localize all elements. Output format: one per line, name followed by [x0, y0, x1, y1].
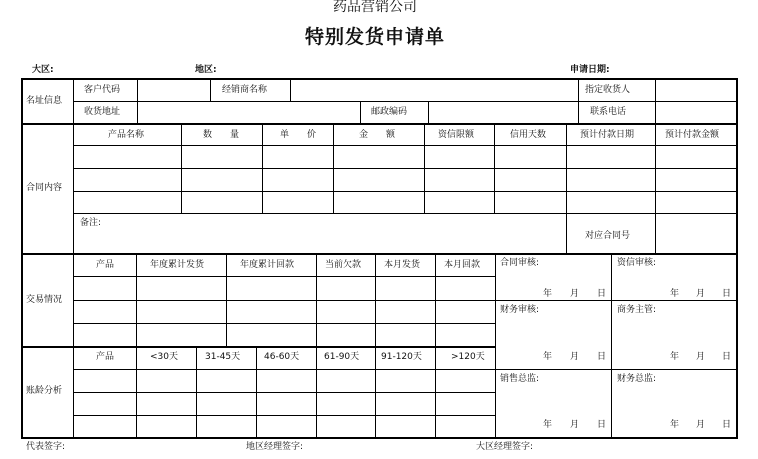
address-col-7 [655, 78, 656, 124]
business-supervisor-label: 商务主管: [617, 305, 657, 315]
contract-col-credit-limit: 资信限额 [438, 130, 475, 140]
contract-col-credit-days: 信用天数 [510, 130, 547, 140]
address-col-5 [428, 101, 429, 124]
sep-trade [21, 346, 495, 348]
aging-col-gt120: >120天 [451, 352, 485, 362]
company-name: 药品营销公司 [333, 0, 417, 15]
contract-row-2-line [73, 191, 737, 192]
contract-col-pay-date: 预计付款日期 [580, 130, 635, 140]
credit-review-label: 资信审核: [617, 258, 657, 268]
contract-col-quantity: 数 量 [203, 130, 240, 140]
date-day: 日 [722, 352, 732, 362]
date-day: 日 [722, 289, 732, 299]
form-title: 特别发货申请单 [305, 26, 446, 48]
contract-review-label: 合同审核: [500, 258, 540, 268]
aging-col-1 [136, 347, 137, 438]
date-month: 月 [696, 289, 706, 299]
sep-address [21, 123, 738, 125]
area-manager-sign-label: 地区经理签字: [246, 442, 304, 452]
address-row-line [73, 101, 737, 102]
contract-header-line [73, 145, 737, 146]
trade-col-1 [136, 254, 137, 347]
date-year: 年 [543, 420, 553, 430]
date-year: 年 [543, 289, 553, 299]
region-big-label: 大区: [32, 65, 54, 75]
trade-col-annual-collected: 年度累计回款 [240, 260, 295, 270]
ship-address-label: 收货地址 [84, 107, 121, 117]
address-col-4 [360, 101, 361, 124]
contract-row-1-line [73, 168, 737, 169]
customer-code-label: 客户代码 [84, 85, 121, 95]
remark-label: 备注: [80, 218, 102, 228]
contract-col-7 [655, 124, 656, 253]
distributor-name-label: 经销商名称 [222, 85, 268, 95]
trade-col-3 [316, 254, 317, 347]
frame-bottom [21, 437, 738, 439]
approval-row-2-line [495, 369, 737, 370]
trade-col-month-shipped: 本月发货 [384, 260, 421, 270]
aging-col-4 [316, 347, 317, 438]
frame-right [736, 78, 738, 439]
trade-section-label: 交易情况 [26, 295, 63, 305]
date-month: 月 [696, 352, 706, 362]
aging-col-91-120: 91-120天 [381, 352, 422, 362]
contract-col-unit-price: 单 价 [280, 130, 317, 140]
contract-col-pay-amount: 预计付款金额 [665, 130, 720, 140]
contract-col-6 [566, 124, 567, 253]
address-col-1 [137, 78, 138, 124]
date-year: 年 [543, 352, 553, 362]
approval-col-divider [611, 254, 612, 438]
aging-col-5 [375, 347, 376, 438]
contract-col-1 [181, 124, 182, 213]
rep-sign-label: 代表签字: [26, 442, 66, 452]
aging-section-label: 账龄分析 [26, 386, 63, 396]
phone-label: 联系电话 [590, 107, 627, 117]
contract-col-product-name: 产品名称 [108, 130, 145, 140]
date-month: 月 [696, 420, 706, 430]
date-day: 日 [722, 420, 732, 430]
consignee-label: 指定收货人 [585, 85, 631, 95]
trade-col-annual-shipped: 年度累计发货 [150, 260, 205, 270]
aging-col-46-60: 46-60天 [264, 352, 300, 362]
label-col-divider [73, 78, 74, 438]
finance-director-label: 财务总监: [617, 374, 657, 384]
postcode-label: 邮政编码 [371, 107, 408, 117]
date-month: 月 [570, 420, 580, 430]
approval-row-1-line [495, 300, 737, 301]
address-section-label: 名址信息 [26, 96, 63, 106]
date-day: 日 [597, 289, 607, 299]
trade-col-6 [495, 254, 496, 438]
region-manager-sign-label: 大区经理签字: [476, 442, 534, 452]
apply-date-label: 申请日期: [570, 65, 610, 75]
trade-col-4 [375, 254, 376, 347]
contract-col-amount: 金 额 [359, 130, 396, 140]
contract-col-5 [494, 124, 495, 213]
aging-col-61-90: 61-90天 [324, 352, 360, 362]
contract-row-3-line [73, 213, 737, 214]
contract-col-3 [333, 124, 334, 213]
aging-col-31-45: 31-45天 [205, 352, 241, 362]
trade-col-5 [435, 254, 436, 347]
aging-col-lt30: <30天 [150, 352, 178, 362]
address-col-3 [290, 78, 291, 101]
frame-top [21, 78, 738, 80]
trade-col-product: 产品 [96, 260, 115, 270]
aging-col-6 [435, 347, 436, 438]
trade-col-2 [226, 254, 227, 347]
frame-left [21, 78, 23, 439]
trade-col-current-debt: 当前欠款 [325, 260, 362, 270]
contract-col-4 [424, 124, 425, 213]
date-year: 年 [670, 352, 680, 362]
aging-col-product: 产品 [96, 352, 115, 362]
finance-review-label: 财务审核: [500, 305, 540, 315]
date-year: 年 [670, 289, 680, 299]
sep-contract [21, 253, 738, 255]
contract-col-2 [262, 124, 263, 213]
address-col-2 [210, 78, 211, 101]
region-label: 地区: [195, 65, 217, 75]
date-day: 日 [597, 420, 607, 430]
date-month: 月 [570, 352, 580, 362]
trade-col-month-collected: 本月回款 [444, 260, 481, 270]
aging-col-2 [196, 347, 197, 438]
address-col-6 [578, 78, 579, 124]
date-day: 日 [597, 352, 607, 362]
contract-no-label: 对应合同号 [585, 231, 631, 241]
date-year: 年 [670, 420, 680, 430]
sales-director-label: 销售总监: [500, 374, 540, 384]
date-month: 月 [570, 289, 580, 299]
contract-section-label: 合同内容 [26, 183, 63, 193]
aging-col-3 [256, 347, 257, 438]
